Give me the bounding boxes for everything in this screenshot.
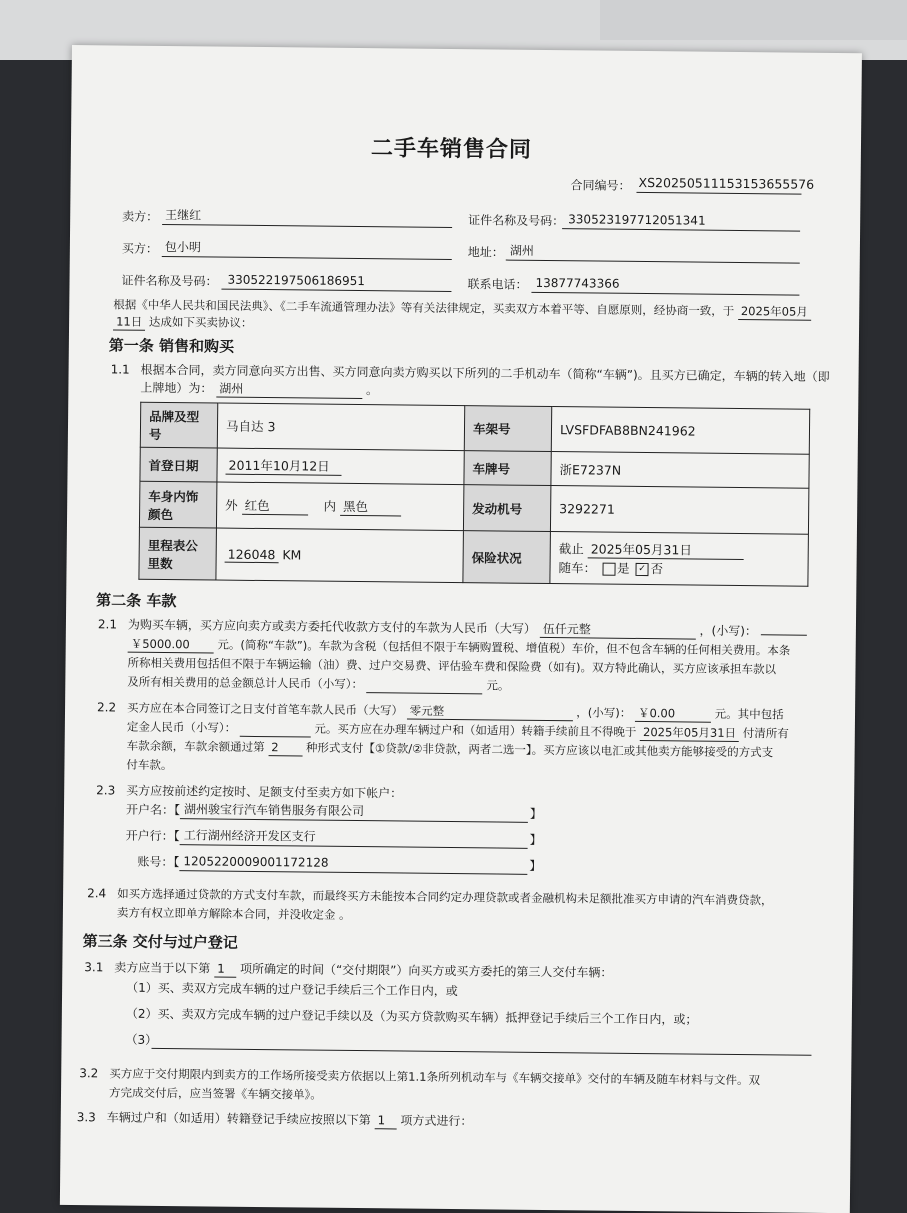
article1-heading: 第一条 销售和购买 — [108, 336, 235, 356]
engine-value: 3292271 — [550, 486, 808, 535]
insurance-cell — [550, 532, 809, 587]
reg-date-cell — [217, 448, 464, 485]
yes-checkbox[interactable] — [602, 563, 615, 576]
seller-name: 王继红 — [165, 207, 202, 223]
deposit-blank — [240, 720, 311, 738]
clause-2-1-line4 — [127, 674, 509, 695]
clause-3-3-number: 3.3 — [76, 1110, 96, 1125]
clause-1-1-line2 — [140, 380, 378, 399]
clause-3-1-text-a: 卖方应当于以下第 — [114, 960, 211, 976]
payment-way: 2 — [268, 739, 302, 756]
clause-2-2-text-c-end: 种形式支付【①贷款/②非贷款，两者二选一】。买方应该以电汇或其他卖方能够接受的方式支 — [305, 740, 774, 760]
outer-color-label: 外 — [225, 497, 238, 513]
buyer-id-underline — [221, 289, 451, 292]
clause-2-2-text-a-end: 元。其中包括 — [714, 706, 784, 722]
seller-underline — [162, 224, 452, 228]
preamble-line2 — [113, 313, 252, 331]
insurance-until: 2025年05月31日 — [588, 539, 744, 560]
account-name-close: 】 — [529, 806, 543, 821]
clause-3-2-text-a: 买方应于交付期限内到卖方的工作场所接受卖方依据以上第1.1条所列机动车与《车辆交接单》交付的车辆及随车材料与文件。双 — [109, 1066, 761, 1088]
buyer-underline — [162, 256, 452, 260]
clause-1-1-end: 。 — [366, 383, 379, 398]
option-1: （1）买、卖双方完成车辆的过户登记手续后三个工作日内，或 — [126, 980, 458, 999]
clause-2-1-text-a: 为购买车辆，买方应向卖方或卖方委托代收款方支付的车款为人民币（大写） — [127, 617, 536, 636]
clause-3-3-text-a: 车辆过户和（如适用）转籍登记手续应按照以下第 — [106, 1110, 371, 1128]
clause-3-1-line1 — [114, 959, 612, 981]
account-no: 1205220009001172128 — [183, 854, 329, 870]
bank-name: 工行湖州经济开发区支行 — [183, 828, 316, 844]
account-no-close: 】 — [529, 858, 542, 873]
mileage-unit: KM — [282, 546, 302, 562]
clause-2-1-number: 2.1 — [97, 617, 118, 632]
address: 湖州 — [509, 243, 534, 258]
account-no-label: 账号：【 — [137, 854, 180, 870]
vin-label: 车架号 — [464, 406, 551, 452]
inner-color: 黑色 — [340, 497, 401, 517]
phone: 13877743366 — [535, 275, 620, 291]
clause-2-4-text-a: 如买方选择通过贷款的方式支付车款，而最终买方未能按本合同约定办理贷款或者金融机构未足额批准买方申请的汽车消费贷款， — [117, 886, 773, 908]
account-name: 湖州骏宝行汽车销售服务有限公司 — [183, 802, 365, 819]
clause-3-2-text-b: 方完成交付后，应当签署《车辆交接单》。 — [108, 1085, 322, 1102]
seller-label: 卖方： — [122, 209, 159, 224]
option-3: （3） — [125, 1032, 158, 1047]
option-2: （2）买、卖双方完成车辆的过户登记手续以及（为买方贷款购买车辆）抵押登记手续后三个工作日内，或； — [125, 1006, 698, 1027]
reg-date-label: 首登日期 — [140, 447, 217, 482]
bank-underline — [180, 844, 528, 849]
clause-2-3-number: 2.3 — [96, 783, 116, 798]
mileage-label: 里程表公里数 — [139, 527, 217, 580]
buyer-id: 330522197506186951 — [227, 272, 366, 289]
brand-label: 品牌及型号 — [140, 402, 217, 448]
contract-no: XS20250511153153655576 — [638, 174, 815, 192]
vehicle-info-table — [138, 402, 810, 587]
buyer-label: 买方： — [121, 241, 158, 256]
address-underline — [506, 260, 800, 264]
clause-3-1-text-a-end: 项所确定的时间（“交付期限”）向买方或买方委托的第三人交付车辆： — [239, 961, 613, 980]
price-small: ￥5000.00 — [128, 636, 214, 654]
mileage-value: 126048 — [225, 546, 279, 563]
price-small-blank — [761, 634, 807, 635]
bank-close: 】 — [529, 832, 542, 847]
contract-no-label: 合同编号： — [570, 178, 631, 193]
clause-2-1-text-b: 元。(简称“车款”)。车款为含税（包括但不限于车辆购置税、增值税）车价，但不包含车辆的任何相关费用。本条 — [217, 637, 791, 658]
insurance-follow-line — [558, 558, 799, 579]
seller-id: 330523197712051341 — [568, 212, 706, 228]
transfer-place: 湖州 — [216, 381, 362, 400]
down-payment-small-label: ，(小写)： — [576, 705, 632, 720]
article2-heading: 第二条 车款 — [96, 591, 177, 611]
clause-2-1-text-c: 所称相关费用包括但不限于车辆运输（油）费、过户交易费、评估验车费和保险费（如有)。双方特此确认，买方应该承担车款以 — [127, 655, 777, 677]
clause-2-2-number: 2.2 — [96, 700, 117, 715]
payment-deadline: 2025年05月31日 — [640, 724, 739, 742]
clause-2-2-text-a: 买方应在本合同签订之日支付首笔车款人民币（大写） — [126, 700, 404, 718]
plate-value: 浙E7237N — [551, 452, 809, 489]
brand-value: 马自达 3 — [217, 403, 464, 451]
no-checkbox-checked[interactable]: ✓ — [635, 563, 648, 576]
buyer-id-label: 证件名称及号码： — [121, 273, 218, 289]
yes-label: 是 — [616, 560, 630, 576]
clause-1-1-text-a: 根据本合同，卖方同意向买方出售、买方同意向卖方购买以下所列的二手机动车（简称“车辆”)。且买方已确定，车辆的转入地（即 — [140, 362, 830, 384]
table-row — [139, 527, 809, 586]
price-upper: 伍仟元整 — [540, 621, 696, 640]
account-no-underline — [179, 870, 527, 875]
color-label: 车身内饰颜色 — [139, 481, 216, 528]
clause-2-4-text-b: 卖方有权立即单方解除本合同，并没收定金 。 — [116, 905, 351, 922]
price-small-label: ，(小写)： — [699, 623, 758, 639]
engine-label: 发动机号 — [463, 485, 550, 532]
clause-3-3-end: 项方式进行： — [400, 1113, 473, 1129]
clause-1-1-text-b: 上牌地）为： — [140, 380, 213, 396]
reg-date-value: 2011年10月12日 — [226, 456, 342, 476]
preamble: 根据《中华人民共和国民法典》、《二手车流通管理办法》等有关法律规定，买卖双方本着平等、自愿原则，经协商一致，于 — [113, 297, 735, 318]
article3-heading: 第三条 交付与过户登记 — [82, 932, 238, 952]
clause-1-1-number: 1.1 — [110, 362, 130, 377]
contract-paper — [60, 45, 862, 1213]
preamble-end: 达成如下买卖协议： — [148, 314, 253, 330]
clause-2-2-text-b: 定金人民币（小写）： — [126, 719, 237, 735]
no-label: 否 — [650, 561, 664, 577]
plate-label: 车牌号 — [464, 451, 551, 486]
inner-color-label: 内 — [323, 498, 337, 514]
seller-id-label: 证件名称及号码： — [468, 213, 565, 229]
bank-label: 开户行：【 — [125, 828, 180, 844]
insurance-until-label: 截止 — [558, 541, 584, 557]
mileage-cell — [216, 528, 464, 583]
clause-2-2-text-b-mid: 元。买方应在办理车辆过户和（如适用）转籍手续前且不得晚于 — [314, 721, 637, 739]
clause-2-1-end: 元。 — [486, 678, 510, 693]
clause-3-3-line — [107, 1109, 473, 1130]
clause-2-4-number: 2.4 — [87, 886, 107, 901]
clause-3-1-number: 3.1 — [84, 960, 104, 975]
clause-2-2-text-d: 付车款。 — [126, 757, 173, 773]
outer-color: 红色 — [242, 496, 308, 516]
account-name-label: 开户名：【 — [125, 802, 181, 818]
clause-2-2-text-c: 车款余额，车款余额通过第 — [126, 738, 265, 755]
table-row — [140, 402, 809, 454]
delivery-option: 1 — [214, 961, 236, 978]
address-label: 地址： — [467, 245, 504, 260]
clause-3-2-number: 3.2 — [79, 1066, 99, 1081]
insurance-label: 保险状况 — [463, 531, 551, 584]
down-payment-upper: 零元整 — [407, 703, 573, 722]
preamble-date: 2025年05月 — [738, 303, 811, 321]
buyer-name: 包小明 — [164, 239, 201, 255]
insurance-until-line — [559, 539, 800, 561]
phone-underline — [531, 292, 799, 296]
background-desk-top-right — [600, 0, 907, 40]
total-amount-blank — [367, 676, 483, 694]
seller-id-underline — [562, 228, 800, 231]
vin-value: LVSFDFAB8BN241962 — [551, 407, 809, 455]
clause-2-1-text-d: 及所有相关费用的总金额总计人民币（小写）： — [127, 674, 364, 692]
preamble-date2: 11日 — [113, 313, 145, 330]
transfer-option: 1 — [375, 1112, 397, 1129]
clause-2-3-text: 买方应按前述约定按时、足额支付至卖方如下帐户： — [126, 783, 403, 801]
insurance-follow-label: 随车： — [558, 560, 597, 576]
phone-label: 联系电话： — [467, 277, 528, 292]
down-payment-small: ￥0.00 — [635, 705, 711, 723]
option-3-underline — [151, 1048, 811, 1056]
contract-title: 二手车销售合同 — [370, 136, 533, 163]
clause-2-2-text-b-end: 付清所有 — [742, 726, 789, 741]
table-row — [139, 481, 808, 534]
color-cell — [216, 482, 463, 531]
